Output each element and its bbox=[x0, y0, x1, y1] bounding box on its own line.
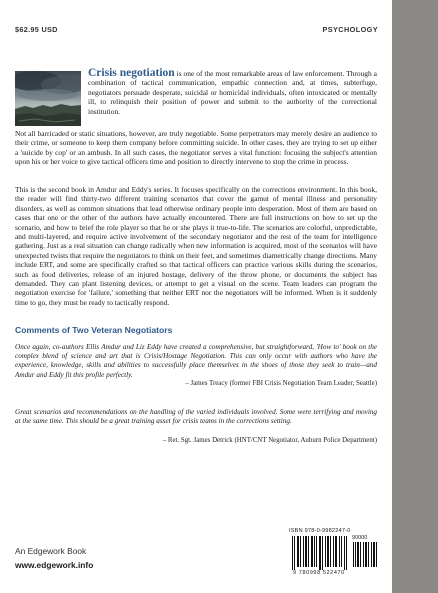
crisis-negotiation-term: Crisis negotiation bbox=[88, 67, 175, 79]
isbn-barcode bbox=[289, 528, 381, 578]
body-paragraph-2: This is the second book in Amdur and Eddy's series. It focuses specifically on the corrections environment. In this book, the reader will find thirty-two different training scenarios that cover the gamut of mental illness and personality disorders, as well as common situations that lead otherwise ordinary people into desperation. Most of them are based on cases that one or the other of the authors have actually encountered. There are full instructions on how to set up the scenario, and how to brief the role player so that he or she plays it true-to-life. The scenarios are colorful, unpredictable, and multi-layered, and require active involvement of the secondary negotiator and the rest of the team for intelligence gathering. Just as a real situation can change radically when new information is acquired, most of the scenarios will have unexpected twists that require the negotiators to think on their feet, and sometimes diametrically change directions. Many include ERT, and some are specifically crafted so that tactical officers can practice various skills during the scenarios, such as food deliveries, release of an injured hostage, delivery of the throw phone, or documents the subject has demanded. They can plant listening devices, or attempt to get a visual on the scene. Team leaders can program the negotiation exercise for 'failure,' something that neither ERT nor the negotiators will be informed. When is it suddenly time to go, they must be ready to tactically respond. bbox=[15, 185, 377, 307]
price-label: $62.95 USD bbox=[15, 25, 58, 34]
barcode-price-code: 90000 bbox=[352, 535, 368, 541]
cover-spine-band bbox=[392, 0, 438, 593]
testimonial-attribution-1: – James Treacy (former FBI Crisis Negotiation Team Leader, Seattle) bbox=[185, 380, 377, 387]
storm-landscape-photo bbox=[15, 71, 81, 126]
category-label: PSYCHOLOGY bbox=[322, 25, 378, 34]
intro-paragraph bbox=[88, 69, 377, 116]
testimonial-quote-2: Great scenarios and recommendations on the handling of the varied individuals involved. Some were terrifying and moving at the same time. This should be a great training asset for crisis teams in the corrections setting. bbox=[15, 408, 377, 426]
testimonial-attribution-2: – Ret. Sgt. James Detrick (HNT/CNT Negotiator, Auburn Police Department) bbox=[162, 437, 377, 444]
isbn-number: ISBN 978-0-9982247-0 bbox=[289, 528, 351, 534]
publisher-name: An Edgework Book bbox=[15, 546, 87, 556]
body-paragraph-1: Not all barricaded or static situations, however, are truly negotiable. Some perpetrators may merely desire an audience to their crime, or someone to keep them company before committing suicide. In other cases, they are trying to set up either a 'suicide by cop' or an ambush. In all such cases, the negotiator serves a vital function: focusing the subject's attention upon his or her voice to give tactical officers time and position to directly intervene to stop the crime in process. bbox=[15, 129, 377, 167]
intro-text: is one of the most remarkable areas of law enforcement. Through a combination of tactical communication, empathic connection and, at times, subterfuge, negotiators persuade desperate, suicidal or homicidal individuals, often intoxicated or mentally ill, to relinquish their position of power and submit to the authority of the correctional institution. bbox=[88, 69, 377, 116]
testimonial-quote-1: Once again, co-authors Ellis Amdur and Liz Eddy have created a comprehensive, but straightforward, 'How to' book on the complex blend of science and art that is Crisis/Hostage Negotiation. This can only occur with authors who have the experience, knowledge, skills and abilities to successfully place themselves in the shoes of those they seek to train—and Amdur and Eddy fit this profile perfectly. bbox=[15, 343, 377, 379]
comments-heading: Comments of Two Veteran Negotiators bbox=[15, 325, 173, 335]
barcode-digits: 9 780998 522470 bbox=[293, 570, 345, 576]
publisher-url: www.edgework.info bbox=[15, 560, 94, 570]
